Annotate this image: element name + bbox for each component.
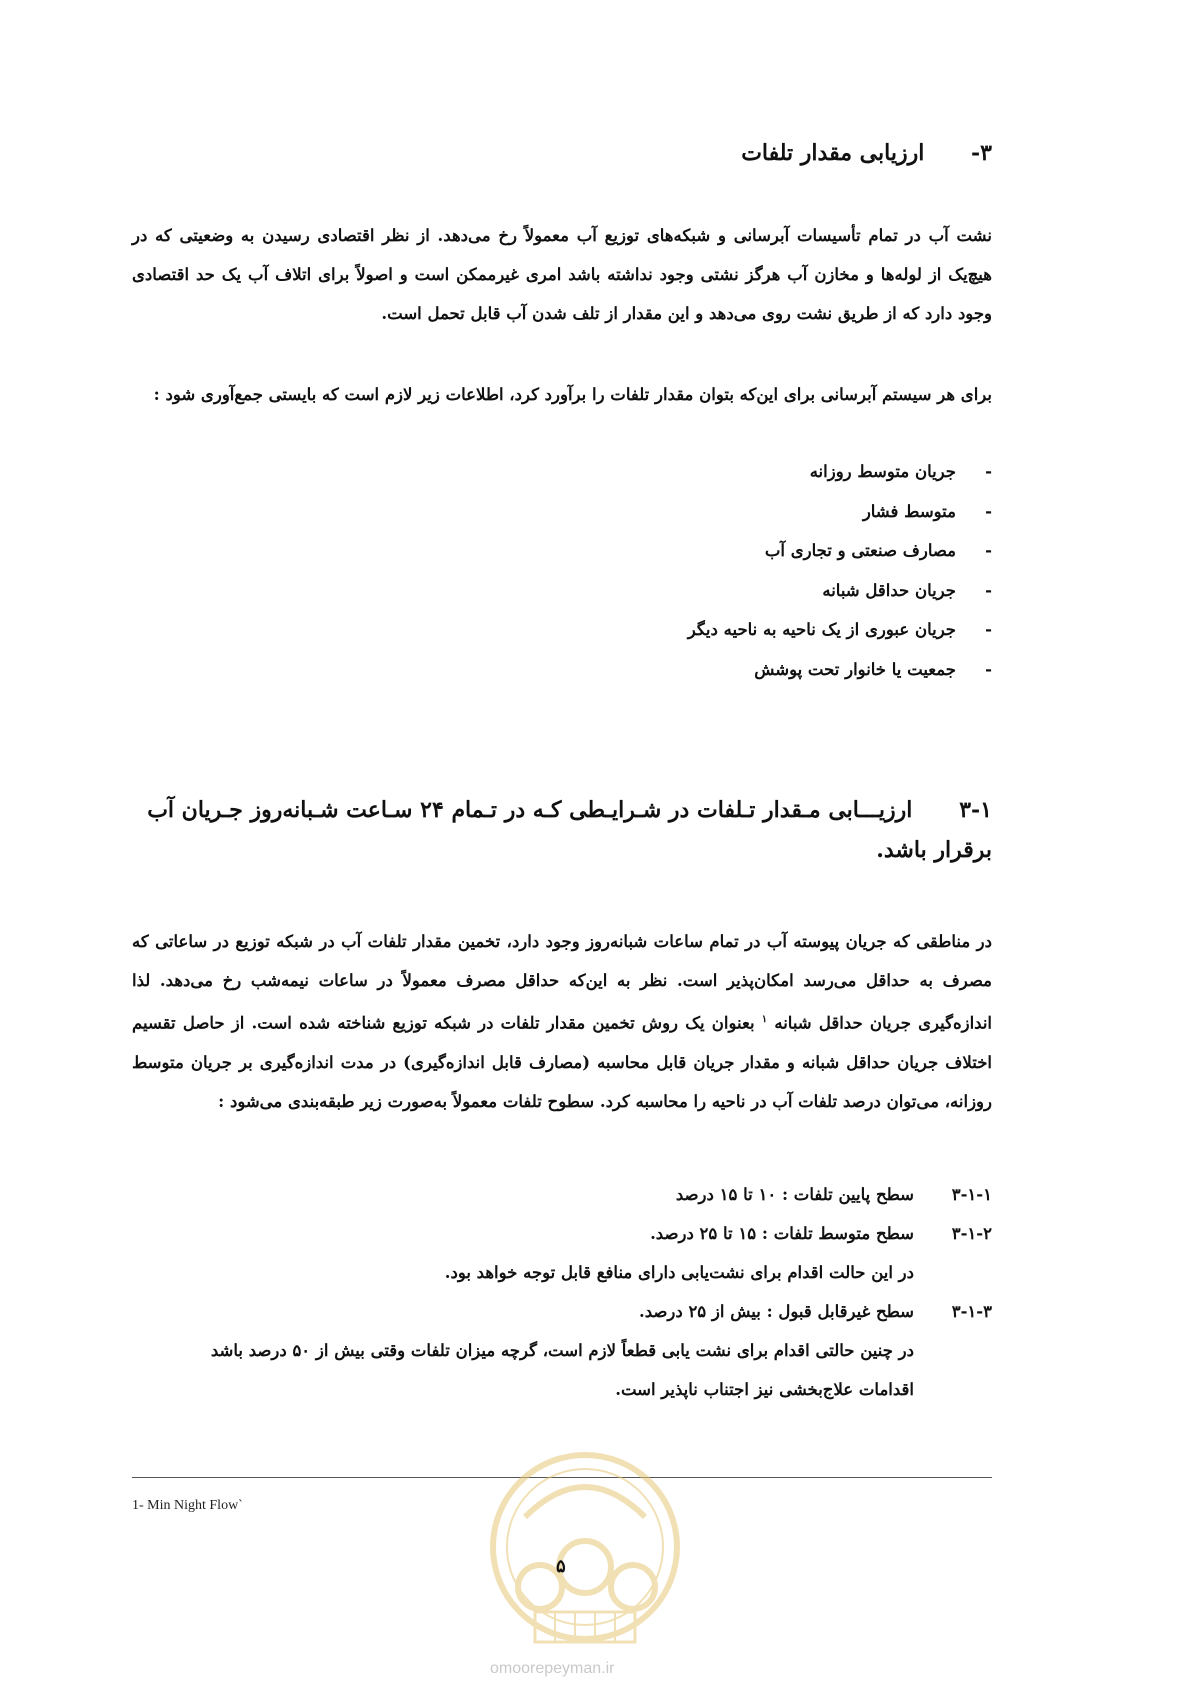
list-item: -جریان عبوری از یک ناحیه به ناحیه دیگر bbox=[687, 620, 992, 639]
level-note: در این حالت اقدام برای نشت‌یابی دارای منافع قابل توجه خواهد بود. bbox=[444, 1263, 914, 1282]
list-item: -جریان حداقل شبانه bbox=[822, 580, 992, 600]
required-info-list bbox=[132, 452, 992, 689]
section-3-1-heading bbox=[132, 790, 992, 870]
section-3-number: ۳- bbox=[971, 140, 992, 166]
page-number: ۵ bbox=[556, 1556, 566, 1577]
list-item: -جریان متوسط روزانه bbox=[809, 462, 992, 481]
final-paragraph-line2: اقدامات علاج‌بخشی نیز اجتناب ناپذیر است. bbox=[615, 1380, 914, 1399]
level-item: ۳-۱-۱سطح پایین تلفات : ۱۰ تا ۱۵ درصد bbox=[675, 1185, 992, 1204]
section-3-1-title-line1: ارزیـــابی مـقدار تـلفات در شـرایـطی کـه در تـمام ۲۴ سـاعت شـبانه‌روز جـریان آب bbox=[147, 797, 913, 823]
loss-levels bbox=[132, 1175, 992, 1409]
list-item: -مصارف صنعتی و تجاری آب bbox=[764, 541, 992, 560]
footnote-reference: ۱ bbox=[761, 1014, 768, 1025]
list-item: -متوسط فشار bbox=[862, 501, 992, 521]
level-item: ۳-۱-۳سطح غیرقابل قبول : بیش از ۲۵ درصد. bbox=[638, 1302, 992, 1321]
watermark-site: omoorepeyman.ir bbox=[490, 1660, 615, 1677]
section-3-1-title-line2: برقرار باشد. bbox=[876, 837, 992, 863]
section-3-1-number: ۳-۱ bbox=[959, 797, 992, 823]
final-paragraph-line1: در چنین حالتی اقدام برای نشت یابی قطعاً لازم است، گرچه میزان تلفات وقتی بیش از ۵۰ درصد باشد bbox=[210, 1341, 914, 1360]
section-3-heading bbox=[132, 140, 992, 166]
paragraph-2: برای هر سیستم آبرسانی برای این‌که بتوان مقدار تلفات را برآورد کرد، اطلاعات زیر لازم است که بایستی جمع‌آوری شود : bbox=[153, 385, 992, 404]
paragraph-1: نشت آب در تمام تأسیسات آبرسانی و شبکه‌های توزیع آب معمولاً رخ می‌دهد. از نظر اقتصادی رسیدن به وضعیتی که در هیچ‌یک از لوله‌ها و مخازن آب هرگز نشتی وجود نداشته باشد امری غیرممکن است و اصولاً برای اتلاف آب یک حد اقتصادی وجود دارد که از طریق نشت روی می‌دهد و این مقدار از تلف شدن آب قابل تحمل است. bbox=[132, 226, 992, 323]
level-item: ۳-۱-۲سطح متوسط تلفات : ۱۵ تا ۲۵ درصد. bbox=[650, 1224, 992, 1243]
footnote: 1- Min Night Flow` bbox=[132, 1498, 243, 1513]
watermark-seal-icon bbox=[485, 1447, 685, 1661]
paragraph-3: در مناطقی که جریان پیوسته آب در تمام ساعات شبانه‌روز وجود دارد، تخمین مقدار تلفات آب در شبکه توزیع در ساعاتی که مصرف به حداقل می‌رسد امکان‌پذیر است. نظر به این‌که حداقل مصرف معمولاً در ساعات نیمه‌شب رخ می‌دهد. لذا اندازه‌گیری جریان حداقل شبانه $^۱$ بعنوان یک روش تخمین مقدار تلفات در شبکه توزیع شناخته شده است. از حاصل تقسیم اختلاف جریان حداقل شبانه و مقدار جریان قابل محاسبه (مصارف قابل اندازه‌گیری) در مدت اندازه‌گیری بر جریان متوسط روزانه، می‌توان درصد تلفات آب در ناحیه را محاسبه کرد. سطوح تلفات معمولاً به‌صورت زیر طبقه‌بندی می‌شود : bbox=[132, 932, 993, 1111]
section-3-title: ارزیابی مقدار تلفات bbox=[741, 140, 925, 166]
list-item: -جمعیت یا خانوار تحت پوشش bbox=[754, 659, 992, 679]
